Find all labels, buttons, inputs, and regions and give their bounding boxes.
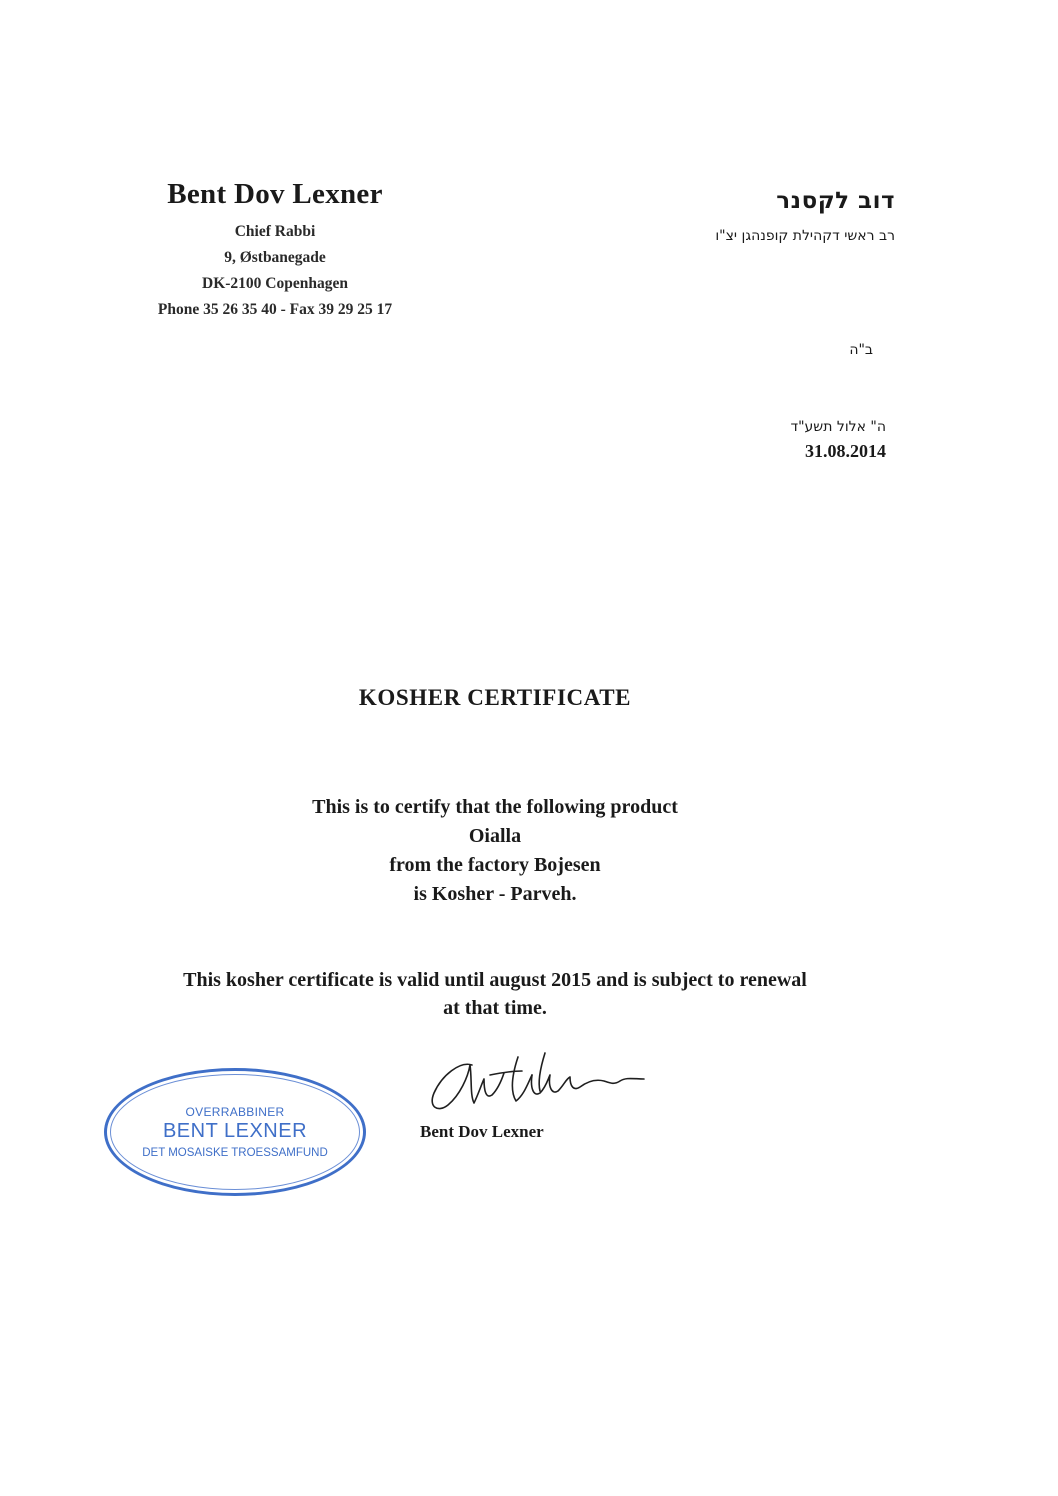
address-street: 9, Østbanegade xyxy=(224,249,326,266)
certification-statement xyxy=(0,793,990,909)
validity-line-2: at that time. xyxy=(443,997,547,1019)
address-city: DK-2100 Copenhagen xyxy=(202,275,348,292)
contact-numbers: Phone 35 26 35 40 - Fax 39 29 25 17 xyxy=(157,301,393,318)
signatory-name: Bent Dov Lexner xyxy=(420,1122,544,1141)
handwritten-signature xyxy=(420,1035,660,1125)
validity-statement xyxy=(80,966,910,1022)
stamp-middle-text: BENT LEXNER xyxy=(162,1120,308,1142)
kosher-status: is Kosher - Parveh. xyxy=(413,883,577,905)
date-block xyxy=(790,419,886,462)
stamp-top-text: OVERRABBINER xyxy=(185,1105,285,1119)
letterhead-english xyxy=(90,178,460,323)
certify-line: This is to certify that the following product xyxy=(312,796,678,818)
rabbi-name: Bent Dov Lexner xyxy=(167,178,383,210)
validity-line-1: This kosher certificate is valid until august 2015 and is subject to renewal xyxy=(183,969,807,991)
letterhead-hebrew xyxy=(565,188,895,244)
header-mark: ב"ה xyxy=(849,342,873,358)
gregorian-date: 31.08.2014 xyxy=(805,441,886,461)
hebrew-name: דוב לקסנר xyxy=(776,188,895,214)
official-stamp xyxy=(104,1068,366,1196)
hebrew-date: ה" אלול תשע"ד xyxy=(790,419,886,435)
stamp-bottom-text: DET MOSAISKE TROESSAMFUND xyxy=(142,1147,328,1159)
hebrew-title: רב ראשי דקהילת קופנהגן יצ"ו xyxy=(715,228,895,244)
product-name: Oialla xyxy=(468,825,522,847)
rabbi-title: Chief Rabbi xyxy=(234,223,316,240)
certificate-title: KOSHER CERTIFICATE xyxy=(358,685,632,710)
factory-line: from the factory Bojesen xyxy=(389,854,601,876)
